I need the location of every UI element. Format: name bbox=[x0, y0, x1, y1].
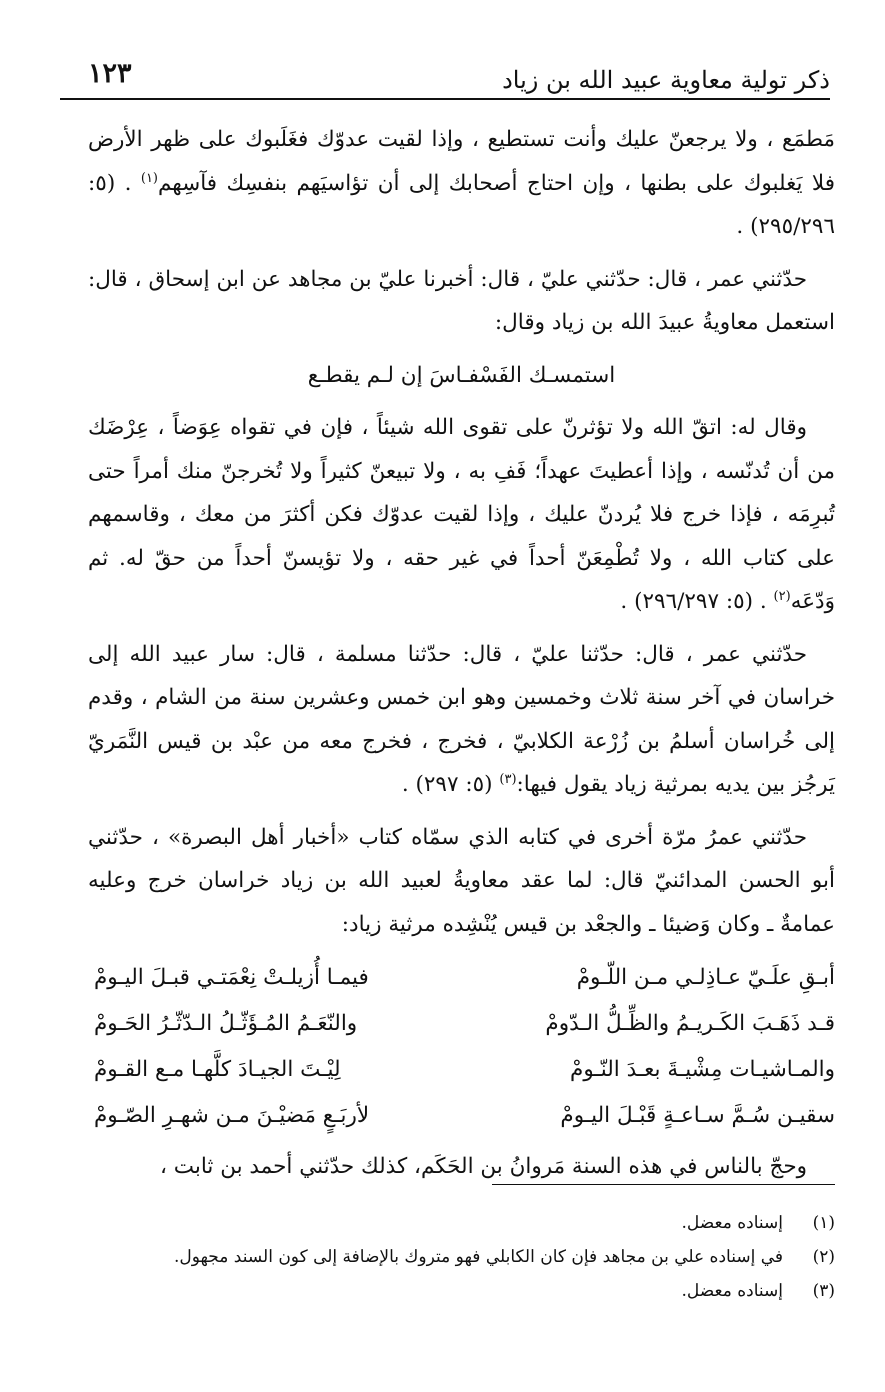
footnote-text: إسناده معضل. bbox=[681, 1281, 783, 1301]
poem-hemistich-first: أبـقِ علَـيّ عـاذِلـي مـن اللّـومْ bbox=[576, 965, 835, 991]
footnote-number: (١) bbox=[812, 1213, 835, 1233]
footnote bbox=[60, 1274, 835, 1308]
paragraph-5: حدّثني عمرُ مرّة أخرى في كتابه الذي سمّاه كتاب «أخبار أهل البصرة» ، حدّثني أبو الحسن المدائنيّ قال: لما عقد معاويةُ لعبيد الله بن زياد خراسان خرج وعليه عمامةٌ ـ وكان وَضيئا ـ والجعْد بن قيس يُنْشِده مرثية زياد: bbox=[88, 824, 835, 937]
poem-hemistich-second: والنّعَـمُ المُـؤَثّـلُ الـدّثّـرُ الحَـومْ bbox=[94, 1011, 358, 1037]
poem-hemistich-second: لأربَـعٍ مَضيْـنَ مـن شهـرِ الصّـومْ bbox=[94, 1103, 370, 1129]
paragraph-4 bbox=[88, 633, 835, 807]
poem bbox=[88, 955, 835, 1139]
footnote-ref-2: (٢) bbox=[773, 588, 791, 604]
poem-line bbox=[88, 1001, 835, 1047]
paragraph-6: وحجّ بالناس في هذه السنة مَروانُ بن الحَكَم، كذلك حدّثني أحمد بن ثابت ، bbox=[159, 1154, 807, 1179]
source-ref-1: . (٥: ٢٩٥/٢٩٦) . bbox=[88, 170, 835, 239]
poem-line bbox=[88, 1093, 835, 1139]
paragraph-4-text: حدّثني عمر ، قال: حدّثنا عليّ ، قال: حدّثنا مسلمة ، قال: سار عبيد الله إلى خراسان في آخر سنة ثلاث وخمسين وهو ابن خمس وعشرين سنة من الشام ، وقدم إلى خُراسان أسلمُ بن زُرْعة الكلابيّ ، فخرج ، فخرج معه من عبْد بن قيس النَّمَريّ يَرجُز بين يديه بمرثية زياد يقول فيها: bbox=[88, 641, 835, 797]
page-header bbox=[60, 52, 830, 100]
poem-hemistich-first: والمـاشيـات مِشْيـةَ بعـدَ النّـومْ bbox=[570, 1057, 835, 1083]
poem-hemistich-second: لِيْـتَ الجيـادَ كلَّهـا مـع القـومْ bbox=[94, 1057, 341, 1083]
footnote bbox=[60, 1240, 835, 1274]
poem-hemistich-second: فيمـا أُزيلـتْ نِعْمَتـي قبـلَ اليـومْ bbox=[94, 965, 369, 991]
footnote-divider bbox=[492, 1184, 835, 1185]
poem-hemistich-first: سقيـن سُـمَّ سـاعـةٍ قَبْـلَ اليـومْ bbox=[560, 1103, 835, 1129]
paragraph-3-text: وقال له: اتقّ الله ولا تؤثرنّ على تقوى الله شيئاً ، فإن في تقواه عِوَضاً ، عِرْضَك من أن تُدنّسه ، وإذا أعطيتَ عهداً؛ فَفِ به ، ولا تبيعنّ كثيراً ولا تُخرجنّ منك أمراً حتى تُبرِمَه ، فإذا خرج فلا يُردنّ عليك ، وإذا لقيت عدوّك فكن أكثرَ من معك ، وقاسمهم على كتاب الله ، ولا تُطْمِعَنّ أحداً في غير حقه ، ولا تؤيسنّ أحداً من حقّ له. ثم وَدّعَه bbox=[88, 415, 835, 614]
footnotes bbox=[60, 1206, 835, 1308]
source-ref-3: . (٥: ٢٩٦/٢٩٧) . bbox=[620, 589, 774, 614]
footnote-text: في إسناده علي بن مجاهد فإن كان الكابلي فهو متروك بالإضافة إلى كون السند مجهول. bbox=[173, 1247, 783, 1267]
footnote-ref-1: (١) bbox=[140, 170, 158, 186]
main-text bbox=[88, 118, 835, 1198]
footnote bbox=[60, 1206, 835, 1240]
footnote-number: (٢) bbox=[812, 1247, 835, 1267]
running-title: ذكر تولية معاوية عبيد الله بن زياد bbox=[502, 66, 830, 94]
paragraph-3 bbox=[88, 406, 835, 624]
paragraph-1-text: مَطمَع ، ولا يرجعنّ عليك وأنت تستطيع ، وإذا لقيت عدوّك فغَلَبوك على ظهر الأرض فلا يَغلبوك على بطنها ، وإن احتاج أصحابك إلى أن تؤاسيَهم بنفسِك فآسِهم bbox=[88, 127, 835, 196]
poem-hemistich-first: قـد ذَهَـبَ الكَـريـمُ والظِّـلُّ الـدّومْ bbox=[545, 1011, 835, 1037]
page-number: ١٢٣ bbox=[88, 58, 132, 89]
paragraph-2: حدّثني عمر ، قال: حدّثني عليّ ، قال: أخبرنا عليّ بن مجاهد عن ابن إسحاق ، قال: استعمل معاويةُ عبيدَ الله بن زياد وقال: bbox=[88, 266, 835, 335]
poem-line bbox=[88, 1047, 835, 1093]
footnote-ref-3: (٣) bbox=[499, 771, 517, 787]
footnote-number: (٣) bbox=[812, 1281, 835, 1301]
paragraph-1 bbox=[88, 118, 835, 249]
footnote-text: إسناده معضل. bbox=[681, 1213, 783, 1233]
centered-verse: استمسـك الفَسْفـاسَ إن لـم يقطـع bbox=[307, 362, 616, 388]
poem-line bbox=[88, 955, 835, 1001]
source-ref-4: (٥: ٢٩٧) . bbox=[401, 772, 500, 797]
